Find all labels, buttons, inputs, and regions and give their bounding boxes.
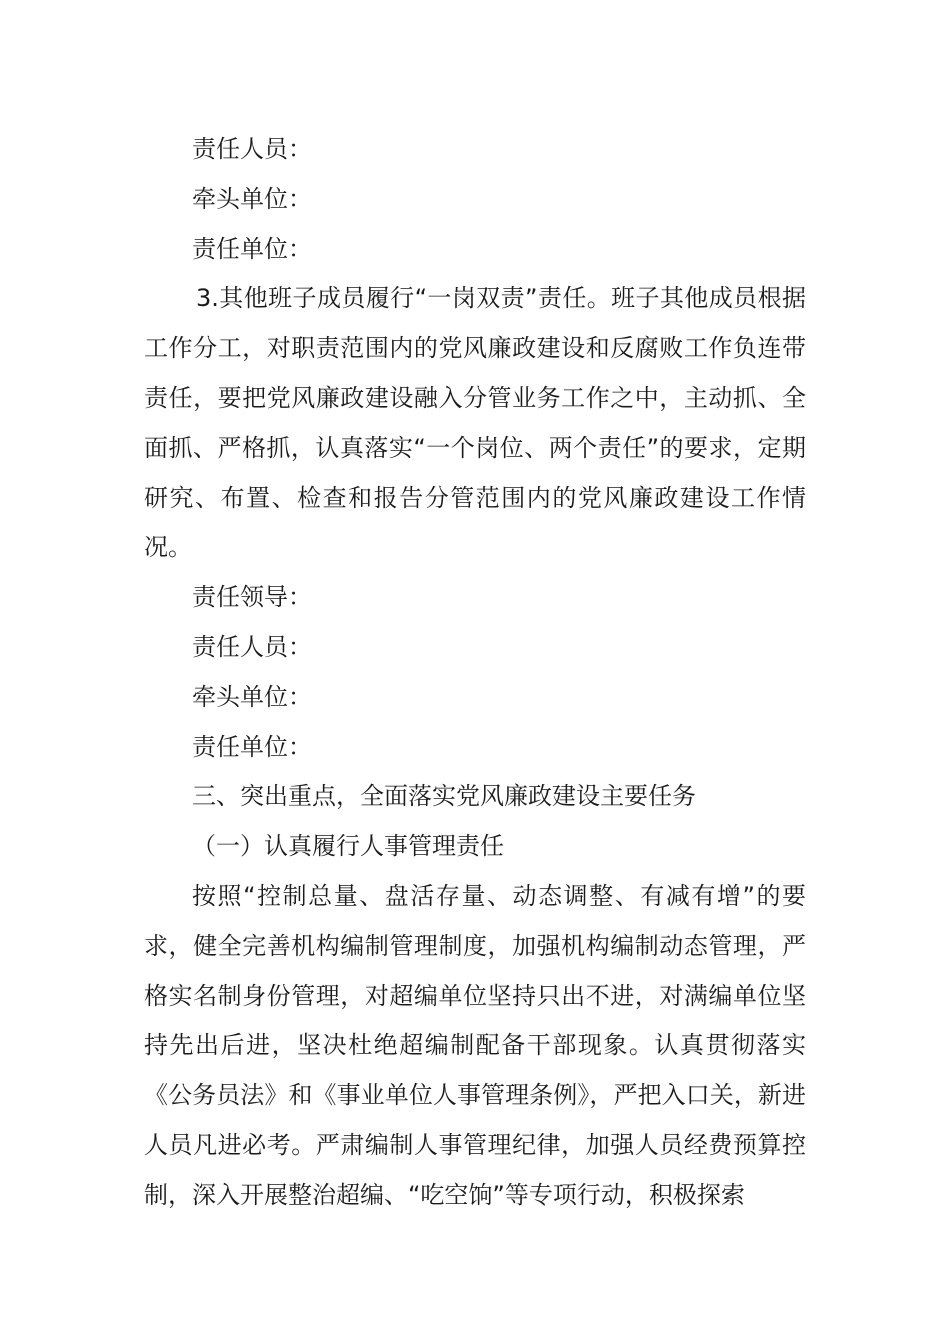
other-members-duty-paragraph: 3.其他班子成员履行“一岗双责”责任。班子其他成员根据工作分工，对职责范围内的党风廉政建设和反腐败工作负连带责任，要把党风廉政建设融入分管业务工作之中，主动抓、全面抓、严格抓，认真落实“一个岗位、两个责任”的要求，定期研究、布置、检查和报告分管范围内的党风廉政建设工作情况。 [144, 284, 806, 562]
responsible-personnel-label-1: 责任人员： [192, 135, 312, 163]
responsible-unit-label-1: 责任单位： [192, 234, 312, 263]
responsible-personnel-label-2: 责任人员： [192, 632, 312, 661]
responsible-unit-label-2: 责任单位： [192, 732, 312, 761]
personnel-management-paragraph: 按照“控制总量、盘活存量、动态调整、有减有增”的要求，健全完善机构编制管理制度，加强机构编制动态管理，严格实名制身份管理，对超编单位坚持只出不进，对满编单位坚持先出后进，坚决杜绝超编制配备干部现象。认真贯彻落实《公务员法》和《事业单位人事管理条例》，严把入口关，新进人员凡进必考。严肃编制人事管理纪律，加强人员经费预算控制，深入开展整治超编、“吃空饷”等专项行动，积极探索 [144, 881, 806, 1209]
section-heading-3: 三、突出重点，全面落实党风廉政建设主要任务 [192, 782, 696, 811]
lead-unit-label-1: 牵头单位： [192, 184, 312, 213]
subsection-heading-1: （一）认真履行人事管理责任 [192, 832, 504, 861]
lead-unit-label-2: 牵头单位： [192, 682, 312, 711]
document-body [144, 125, 806, 1221]
responsible-leader-label: 责任领导： [192, 583, 312, 612]
